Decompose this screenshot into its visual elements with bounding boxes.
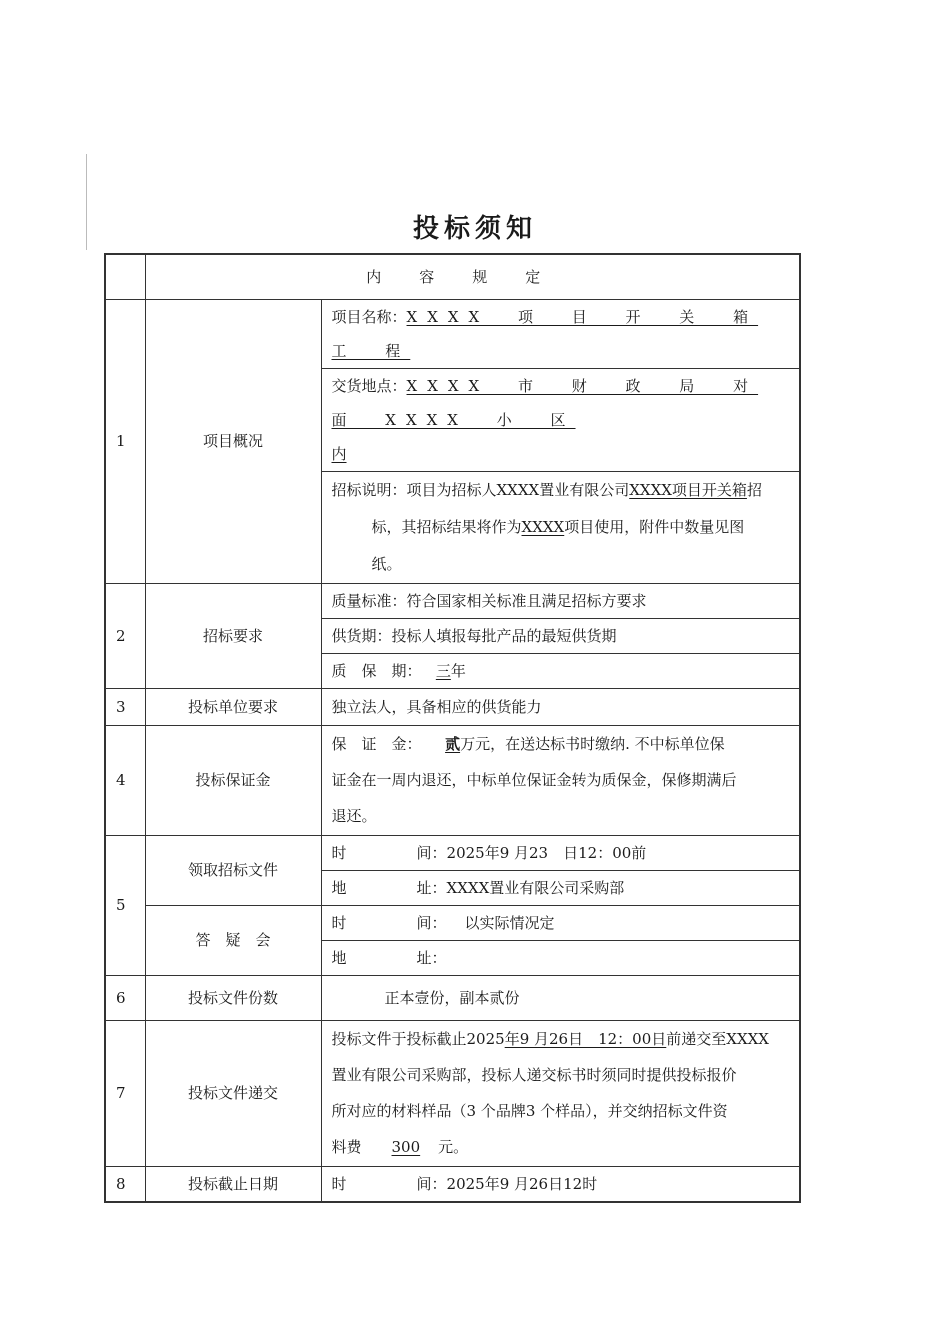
delivery-location: [321, 368, 800, 471]
address-label: 址：: [416, 948, 447, 967]
submission-text: 前递交至XXXX: [666, 1030, 769, 1048]
delivery-location-value: XXXX 市 财 政 局 对 面 XXXX 小 区: [331, 376, 759, 429]
table-row: [105, 835, 800, 870]
row-number: 5: [105, 835, 145, 975]
submission-text: 料费: [331, 1138, 362, 1156]
row-item: 项目概况: [145, 299, 321, 583]
submission-deadline: 年9 月26日 12：00日: [504, 1030, 667, 1048]
row-item: 投标保证金: [145, 725, 321, 835]
bid-deposit: [321, 725, 800, 835]
deposit-amount: 贰: [445, 735, 461, 753]
collect-time-value: 2025年9 月23 日12：00前: [446, 843, 647, 862]
warranty-period: [321, 653, 800, 688]
table-row: [105, 975, 800, 1020]
submission-text: 置业有限公司采购部，投标人递交标书时须同时提供投标报价: [331, 1066, 737, 1084]
desc-text: 标，其招标结果将作为: [371, 517, 522, 536]
qa-time: [321, 905, 800, 940]
row-number: 3: [105, 688, 145, 725]
address-label: 地: [331, 878, 347, 897]
project-name-label: 项目名称：: [331, 307, 407, 326]
desc-text-underlined: XXXX: [521, 517, 565, 536]
bid-deadline: [321, 1166, 800, 1202]
collect-address-value: XXXX置业有限公司采购部: [446, 878, 625, 897]
table-row: [105, 299, 800, 368]
row-number: 4: [105, 725, 145, 835]
project-name: [321, 299, 800, 368]
delivery-location-label: 交货地点：: [331, 376, 407, 395]
supply-period: 供货期：投标人填报每批产品的最短供货期: [321, 618, 800, 653]
time-label: 时: [331, 1174, 347, 1193]
warranty-unit: 年: [450, 661, 466, 680]
warranty-value: 三: [435, 661, 451, 680]
page-title: 投标须知: [412, 214, 537, 244]
table-row: [105, 905, 800, 940]
qa-address: [321, 940, 800, 975]
time-label: 间：: [416, 913, 447, 932]
table-header: 内容规定: [145, 254, 800, 299]
row-item: 投标单位要求: [145, 688, 321, 725]
warranty-label: 质 保 期：: [331, 661, 422, 680]
table-row: [105, 583, 800, 618]
row-number: 1: [105, 299, 145, 583]
table-header-row: [105, 254, 800, 299]
bid-deadline-value: 2025年9 月26日12时: [446, 1174, 598, 1193]
desc-text: 招: [746, 480, 762, 499]
desc-text: 招标说明：项目为招标人XXXX置业有限公司: [331, 480, 630, 499]
row-item: 投标文件份数: [145, 975, 321, 1020]
deposit-text: 万元，在送达标书时缴纳. 不中标单位保: [460, 735, 725, 753]
row-number: 6: [105, 975, 145, 1020]
row-number: 8: [105, 1166, 145, 1202]
document-fee: 300: [391, 1138, 421, 1156]
submission-text: 投标文件于投标截止2025: [331, 1030, 505, 1048]
time-label: 时: [331, 913, 347, 932]
document-submission: [321, 1020, 800, 1166]
deposit-label: 保 证 金：: [331, 735, 422, 753]
deposit-text: 退还。: [331, 807, 377, 825]
table-row: [105, 1020, 800, 1166]
document-copies: 正本壹份，副本贰份: [321, 975, 800, 1020]
tender-description: [321, 471, 800, 583]
qa-time-value: 以实际情况定: [464, 913, 555, 932]
delivery-location-value-2: 内: [331, 444, 347, 463]
address-label: 址：: [416, 878, 447, 897]
submission-text: 所对应的材料样品（3 个品牌3 个样品），并交纳招标文件资: [331, 1102, 728, 1120]
time-label: 间：: [416, 843, 447, 862]
row-number: 7: [105, 1020, 145, 1166]
table-row: [105, 1166, 800, 1202]
header-blank-cell: [105, 254, 145, 299]
row-number: 2: [105, 583, 145, 688]
row-item: 答 疑 会: [145, 905, 321, 975]
submission-text: 元。: [438, 1138, 469, 1156]
bidder-requirement: 独立法人，具备相应的供货能力: [321, 688, 800, 725]
collect-time: [321, 835, 800, 870]
table-row: [105, 725, 800, 835]
deposit-text: 证金在一周内退还，中标单位保证金转为质保金，保修期满后: [331, 771, 737, 789]
address-label: 地: [331, 948, 347, 967]
quality-standard: 质量标准：符合国家相关标准且满足招标方要求: [321, 583, 800, 618]
desc-text-underlined: XXXX项目开关箱: [629, 480, 747, 499]
row-item: 领取招标文件: [145, 835, 321, 905]
time-label: 间：: [416, 1174, 447, 1193]
collect-address: [321, 870, 800, 905]
desc-text: 纸。: [371, 554, 402, 573]
project-name-value: XXXX 项 目 开 关 箱 工 程: [331, 307, 759, 360]
row-item: 投标文件递交: [145, 1020, 321, 1166]
row-item: 投标截止日期: [145, 1166, 321, 1202]
row-item: 招标要求: [145, 583, 321, 688]
table-row: [105, 688, 800, 725]
bid-notice-table: [104, 253, 801, 1203]
desc-text: 项目使用，附件中数量见图: [564, 517, 745, 536]
time-label: 时: [331, 843, 347, 862]
